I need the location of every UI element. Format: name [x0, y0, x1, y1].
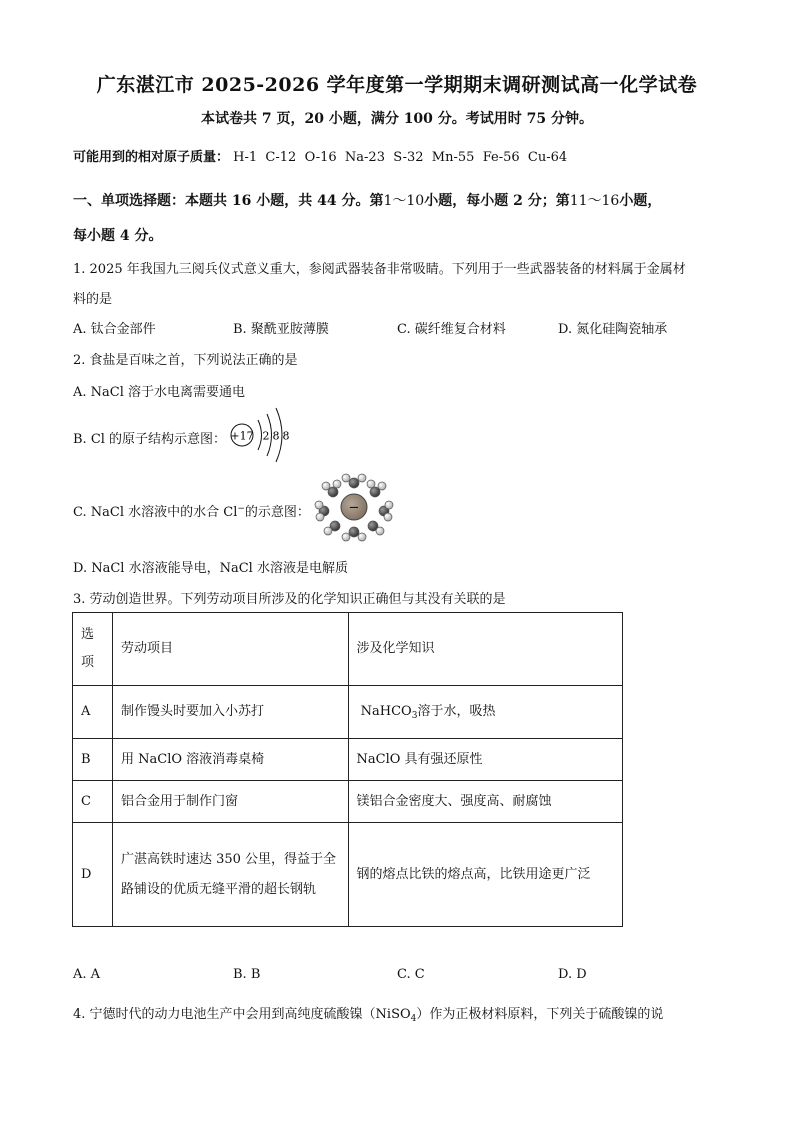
atomic-mass-label: 可能用到的相对原子质量： [73, 150, 230, 165]
shell-electrons-1: 2 [262, 429, 270, 443]
q3-row-b-option: B [73, 739, 113, 781]
section1-heading [73, 190, 661, 210]
q2-option-c [73, 501, 310, 520]
water-molecule-left [315, 501, 329, 521]
q3-option-c: C. C [397, 967, 425, 982]
exam-info: 本试卷共 7 页，20 小题，满分 100 分。考试用时 75 分钟。 [200, 111, 594, 127]
q1-option-b: B. 聚酰亚胺薄膜 [233, 322, 329, 337]
table-row [73, 686, 623, 739]
section1-range1: 1～10 [383, 193, 425, 209]
q3-row-a-knowledge: NaHCO$_3$溶于水，吸热 [348, 686, 623, 739]
shell-electrons-3: 8 [282, 429, 290, 443]
section1-range2: 11～16 [569, 193, 620, 209]
q3-row-d-task: 广湛高铁时速达 350 公里，得益于全路铺设的优质无缝平滑的超长钢轨 [112, 823, 348, 927]
q1-stem-line2: 料的是 [73, 292, 113, 307]
q2-option-c-charge: − [237, 504, 245, 514]
nucleus-charge: +17 [230, 429, 254, 443]
q2-option-c-text-b: 的示意图： [244, 505, 310, 520]
shell-electrons-2: 8 [272, 429, 280, 443]
q4-formula: NiSO [375, 1007, 411, 1022]
atomic-mass-values: H-1 C-12 O-16 Na-23 S-32 Mn-55 Fe-56 Cu-64 [233, 150, 568, 165]
q4-stem-b: ）作为正极材料原料，下列关于硫酸镍的说 [416, 1007, 664, 1022]
q3-row-c-task: 铝合金用于制作门窗 [112, 781, 348, 823]
water-molecule-upper-right [367, 480, 386, 497]
chloride-ion-charge: − [348, 500, 360, 516]
q3-row-c-knowledge: 镁铝合金密度大、强度高、耐腐蚀 [348, 781, 623, 823]
q2-option-c-text: C. NaCl 水溶液中的水合 Cl [73, 505, 238, 520]
electron-shell-1 [258, 420, 262, 450]
page-title: 广东湛江市 2025-2026 学年度第一学期期末调研测试高一化学试卷 [96, 74, 698, 96]
q3-table-header-row [73, 613, 623, 686]
water-molecule-bottom [342, 527, 366, 541]
q2-option-a: A. NaCl 溶于水电离需要通电 [73, 385, 246, 400]
q4-stem-a: 4. 宁德时代的动力电池生产中会用到高纯度硫酸镍（ [73, 1007, 376, 1022]
q3-row-a-task: 制作馒头时要加入小苏打 [112, 686, 348, 739]
section1-heading-a: 一、单项选择题：本题共 16 小题，共 44 分。第 [73, 193, 384, 209]
hydrated-chloride-diagram [313, 470, 395, 544]
section1-heading-line2: 每小题 4 分。 [73, 228, 163, 244]
atomic-mass-line [73, 146, 567, 165]
water-molecule-top [342, 474, 366, 488]
q3-row-c-option: C [73, 781, 113, 823]
q4-formula-sub: 4 [410, 1014, 417, 1024]
section1-heading-b: 小题，每小题 2 分；第 [424, 193, 570, 209]
q3-header-option: 选项 [73, 613, 113, 686]
q3-row-a-option: A [73, 686, 113, 739]
q3-row-d-knowledge: 钢的熔点比铁的熔点高，比铁用途更广泛 [348, 823, 623, 927]
q3-stem: 3. 劳动创造世界。下列劳动项目所涉及的化学知识正确但与其没有关联的是 [73, 592, 506, 607]
q3-option-d: D. D [558, 967, 587, 982]
q2-option-b: B. Cl 的原子结构示意图： [73, 432, 227, 447]
q1-stem-line1: 1. 2025 年我国九三阅兵仪式意义重大，参阅武器装备非常吸睛。下列用于一些武器装备的材料属于金属材 [73, 262, 686, 277]
water-molecule-upper-left [322, 480, 341, 497]
q3-row-b-knowledge: NaClO 具有强还原性 [348, 739, 623, 781]
q3-option-a: A. A [73, 967, 101, 982]
q3-table [72, 612, 623, 927]
q3-header-task: 劳动项目 [112, 613, 348, 686]
q1-option-c: C. 碳纤维复合材料 [397, 322, 506, 337]
table-row [73, 781, 623, 823]
water-molecule-right [379, 501, 393, 521]
q3-row-b-task: 用 NaClO 溶液消毒桌椅 [112, 739, 348, 781]
q1-option-a: A. 钛合金部件 [73, 322, 156, 337]
q1-option-d: D. 氮化硅陶瓷轴承 [558, 322, 668, 337]
q3-row-d-option: D [73, 823, 113, 927]
water-molecule-lower-left [324, 521, 340, 535]
q2-stem: 2. 食盐是百味之首，下列说法正确的是 [73, 353, 298, 368]
q3-header-knowledge: 涉及化学知识 [348, 613, 623, 686]
cl-atom-structure-diagram [228, 402, 300, 466]
water-molecule-lower-right [368, 521, 384, 535]
q2-option-d: D. NaCl 水溶液能导电，NaCl 水溶液是电解质 [73, 561, 348, 576]
q3-option-b: B. B [233, 967, 261, 982]
table-row [73, 739, 623, 781]
q4-stem [73, 1003, 663, 1022]
table-row [73, 823, 623, 927]
section1-heading-c: 小题， [619, 193, 662, 209]
